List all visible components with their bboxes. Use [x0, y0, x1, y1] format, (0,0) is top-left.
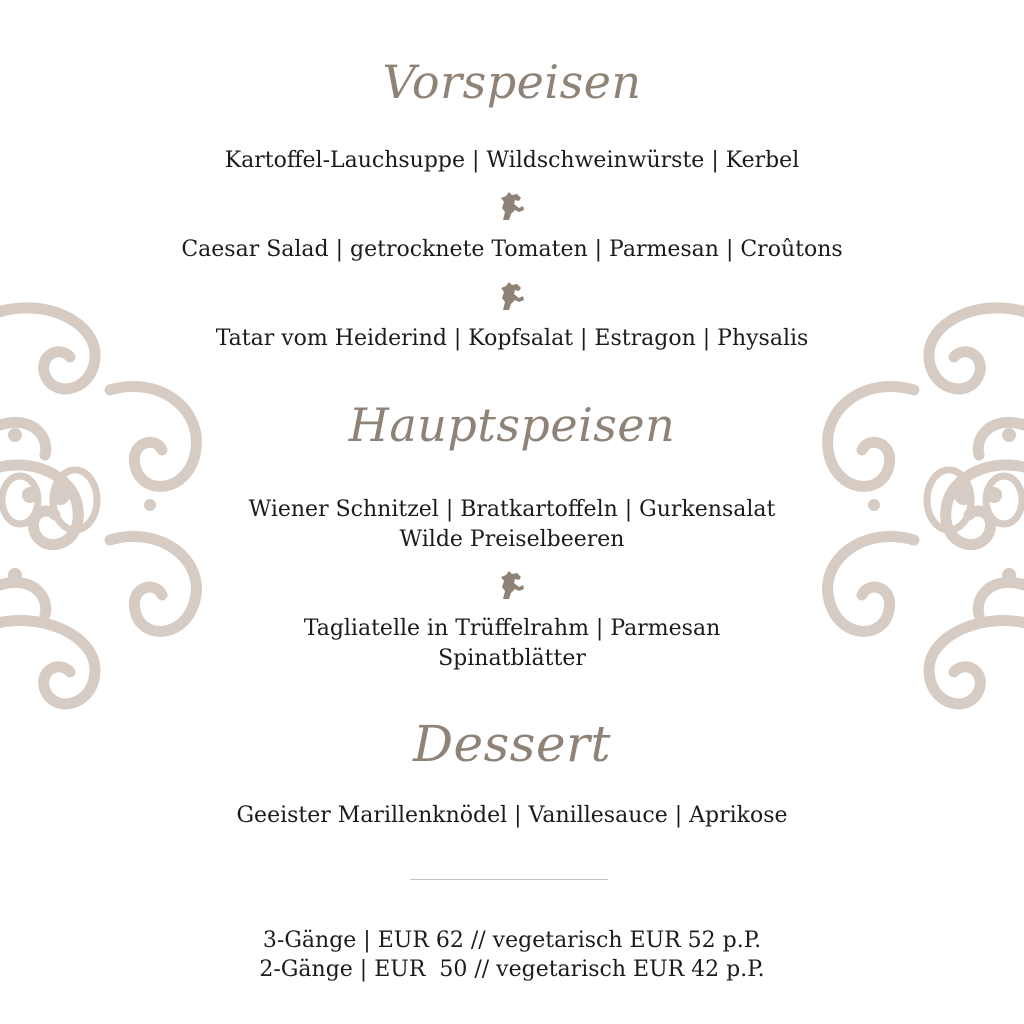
price-three-course: 3-Gänge | EUR 62 // vegetarisch EUR 52 p.P. — [262, 928, 762, 953]
dish-main-2 — [0, 614, 1024, 674]
horse-icon — [497, 569, 527, 601]
pricing — [0, 926, 1024, 984]
dish-starter-2: Caesar Salad | getrocknete Tomaten | Parmesan | Croûtons — [181, 237, 843, 262]
dish-main-1-line-1: Wiener Schnitzel | Bratkartoffeln | Gurkensalat — [248, 497, 776, 522]
dish-starter-3: Tatar vom Heiderind | Kopfsalat | Estragon | Physalis — [215, 326, 809, 351]
section-title-starters: Vorspeisen — [382, 55, 642, 109]
horse-icon — [497, 190, 527, 222]
dish-starter-1: Kartoffel-Lauchsuppe | Wildschweinwürste | Kerbel — [224, 148, 800, 173]
dish-main-1 — [0, 495, 1024, 555]
section-title-dessert: Dessert — [412, 715, 612, 773]
price-two-course: 2-Gänge | EUR 50 // vegetarisch EUR 42 p.P. — [259, 957, 765, 982]
divider — [410, 879, 608, 880]
dish-dessert-1: Geeister Marillenknödel | Vanillesauce | Aprikose — [236, 803, 788, 828]
horse-icon — [497, 280, 527, 312]
dish-main-2-line-1: Tagliatelle in Trüffelrahm | Parmesan — [303, 616, 721, 641]
section-title-mains: Hauptspeisen — [348, 398, 676, 452]
dish-main-2-line-2: Spinatblätter — [438, 646, 586, 671]
dish-main-1-line-2: Wilde Preiselbeeren — [399, 527, 625, 552]
